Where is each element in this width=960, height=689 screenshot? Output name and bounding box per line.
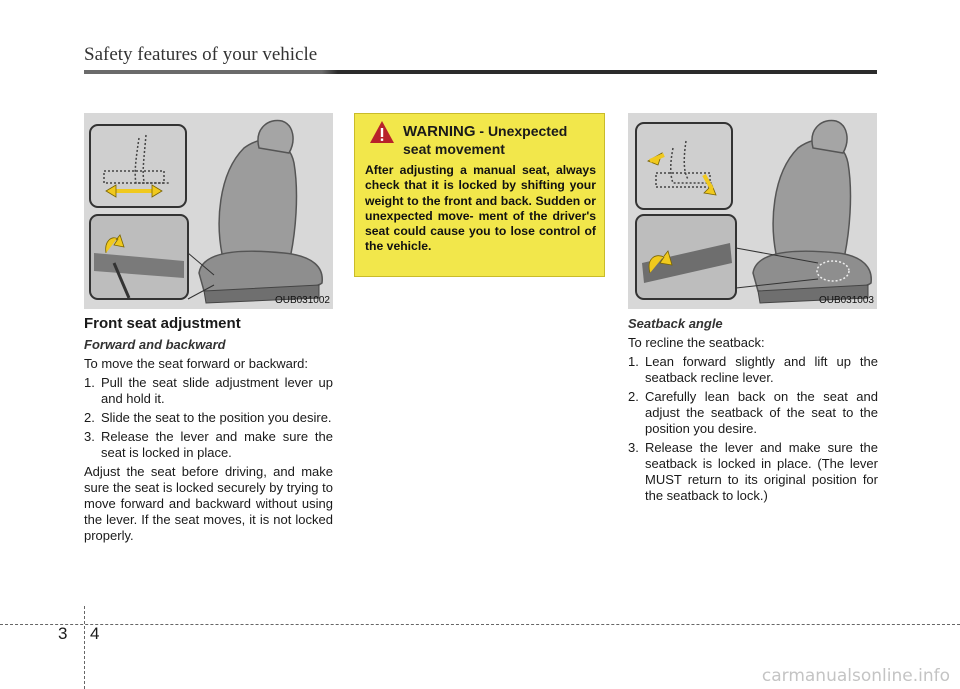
page-header-title: Safety features of your vehicle [84, 44, 318, 65]
seatback-illustration [628, 113, 877, 309]
step-number: 1. [84, 375, 95, 390]
section-title: Front seat adjustment [84, 315, 241, 332]
intro-text: To recline the seatback: [628, 335, 765, 350]
step-text: Pull the seat slide adjustment lever up and hold it. [101, 375, 333, 406]
list-item [628, 389, 878, 437]
seat-slide-figure [84, 113, 333, 309]
steps-list [84, 375, 333, 461]
step-text: Release the lever and make sure the seat is locked in place. [101, 429, 333, 460]
chapter-number: 3 [58, 624, 68, 643]
step-number: 2. [628, 389, 639, 404]
warning-subtitle: - Unexpected [475, 123, 568, 139]
warning-subtitle-line2: seat movement [403, 141, 505, 157]
intro-text: To move the seat forward or backward: [84, 356, 308, 371]
warning-word: WARNING [403, 123, 476, 140]
subsection-title: Seatback angle [628, 316, 723, 331]
front-seat-adjustment-section [84, 315, 333, 547]
warning-box [354, 113, 605, 277]
header-rule [84, 70, 877, 74]
subsection-title: Forward and backward [84, 337, 226, 352]
step-number: 3. [84, 429, 95, 444]
list-item [84, 375, 333, 407]
list-item [628, 354, 878, 386]
step-text: Release the lever and make sure the seatback is locked in place. (The lever MUST return to its original position for the seatback to lock.) [645, 440, 878, 503]
step-number: 3. [628, 440, 639, 455]
list-item [84, 429, 333, 461]
list-item [628, 440, 878, 504]
footer-vertical-rule [84, 606, 85, 689]
step-number: 2. [84, 410, 95, 425]
figure-code: OUB031002 [274, 295, 330, 306]
footer-rule [0, 624, 960, 625]
step-text: Slide the seat to the position you desire. [101, 410, 332, 425]
list-item [84, 410, 333, 426]
page-number: 4 [90, 624, 100, 643]
watermark: carmanualsonline.info [761, 666, 950, 686]
seatback-figure [628, 113, 877, 309]
figure-code: OUB031003 [818, 295, 874, 306]
warning-triangle-icon [369, 120, 395, 144]
step-text: Lean forward slightly and lift up the seatback recline lever. [645, 354, 878, 385]
seatback-angle-section [628, 316, 878, 507]
note-text: Adjust the seat before driving, and make sure the seat is locked securely by trying to move forward and backward without using the lever. If the seat moves, it is not locked properly. [84, 464, 333, 543]
warning-text: After adjusting a manual seat, always check that it is locked by shifting your weight to the front and back. Sudden or unexpected move- ment of the driver's seat could cause you to lose control of the vehicle. [365, 163, 596, 254]
step-number: 1. [628, 354, 639, 369]
step-text: Carefully lean back on the seat and adjust the seatback of the seat to the position you desire. [645, 389, 878, 436]
steps-list [628, 354, 878, 504]
seat-slide-illustration [84, 113, 333, 309]
warning-heading [365, 123, 596, 159]
